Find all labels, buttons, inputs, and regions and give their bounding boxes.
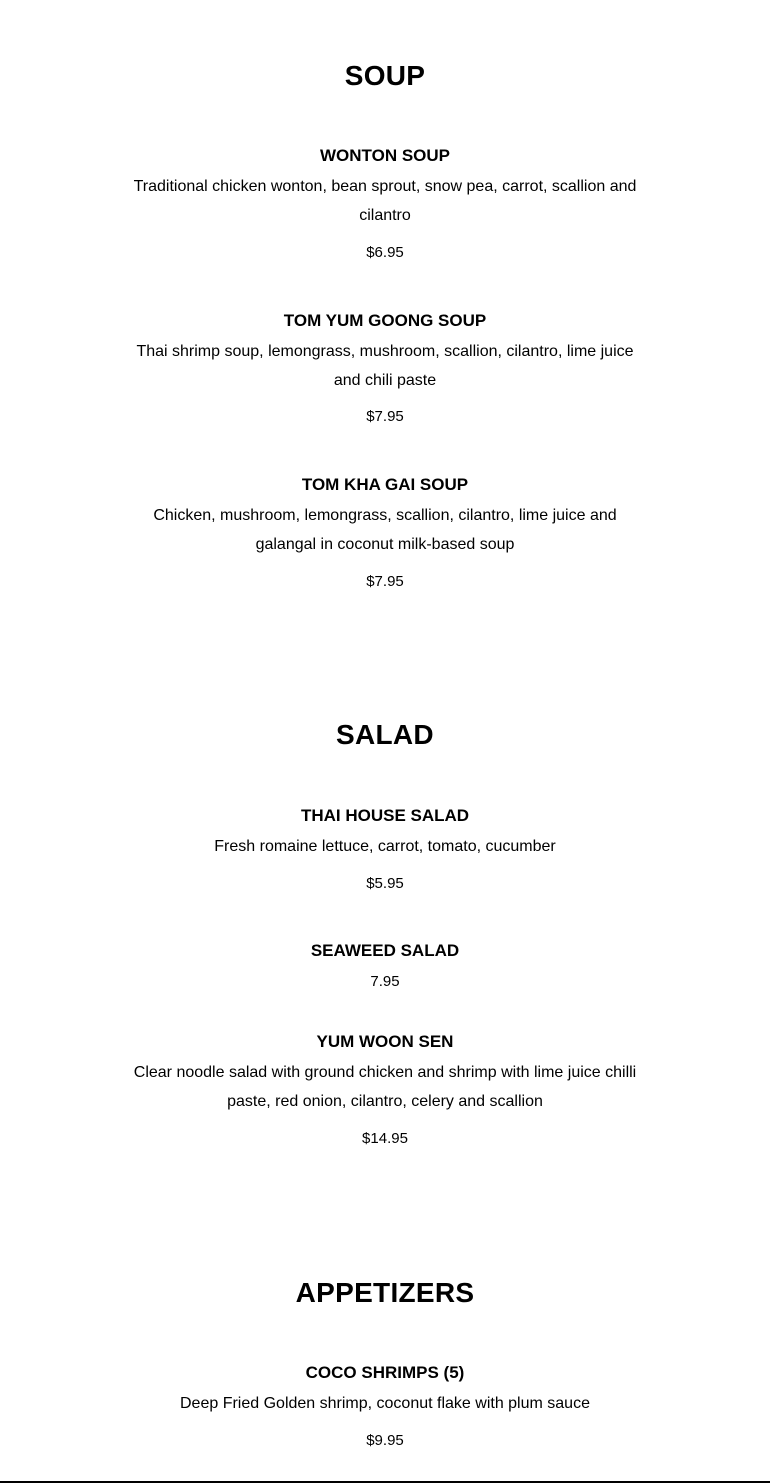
item-desc-coco-shrimps: Deep Fried Golden shrimp, coconut flake with plum sauce	[180, 1395, 590, 1412]
item-name-coco-shrimps: COCO SHRIMPS (5)	[305, 1363, 465, 1382]
section-title-soup: SOUP	[344, 60, 426, 91]
item-price-tom-kha-gai-soup: $7.95	[366, 573, 404, 590]
item-name-yum-woon-sen: YUM WOON SEN	[316, 1032, 454, 1051]
item-name-thai-house-salad: THAI HOUSE SALAD	[300, 806, 470, 825]
section-title-salad: SALAD	[336, 719, 434, 750]
item-desc-wonton-soup: Traditional chicken wonton, bean sprout, snow pea, carrot, scallion and cilantro	[133, 178, 637, 224]
item-price-yum-woon-sen: $14.95	[362, 1130, 408, 1147]
item-name-tom-yum-goong-soup: TOM YUM GOONG SOUP	[283, 311, 487, 330]
item-name-tom-kha-gai-soup: TOM KHA GAI SOUP	[301, 475, 469, 494]
item-name-seaweed-salad: SEAWEED SALAD	[310, 941, 460, 960]
item-desc-yum-woon-sen: Clear noodle salad with ground chicken and shrimp with lime juice chilli paste, red onion, cilantro, celery and scallion	[133, 1064, 637, 1110]
item-desc-tom-kha-gai-soup: Chicken, mushroom, lemongrass, scallion, cilantro, lime juice and galangal in coconut milk-based soup	[153, 507, 617, 553]
item-price-tom-yum-goong-soup: $7.95	[366, 408, 404, 425]
item-price-thai-house-salad: $5.95	[366, 875, 404, 892]
item-price-wonton-soup: $6.95	[366, 244, 404, 261]
item-price-coco-shrimps: $9.95	[366, 1432, 404, 1449]
item-desc-tom-yum-goong-soup: Thai shrimp soup, lemongrass, mushroom, scallion, cilantro, lime juice and chili paste	[136, 343, 634, 389]
section-title-appetizers: APPETIZERS	[295, 1277, 475, 1308]
item-desc-thai-house-salad: Fresh romaine lettuce, carrot, tomato, cucumber	[214, 838, 556, 855]
item-price-seaweed-salad: 7.95	[370, 973, 400, 990]
item-name-wonton-soup: WONTON SOUP	[319, 146, 451, 165]
